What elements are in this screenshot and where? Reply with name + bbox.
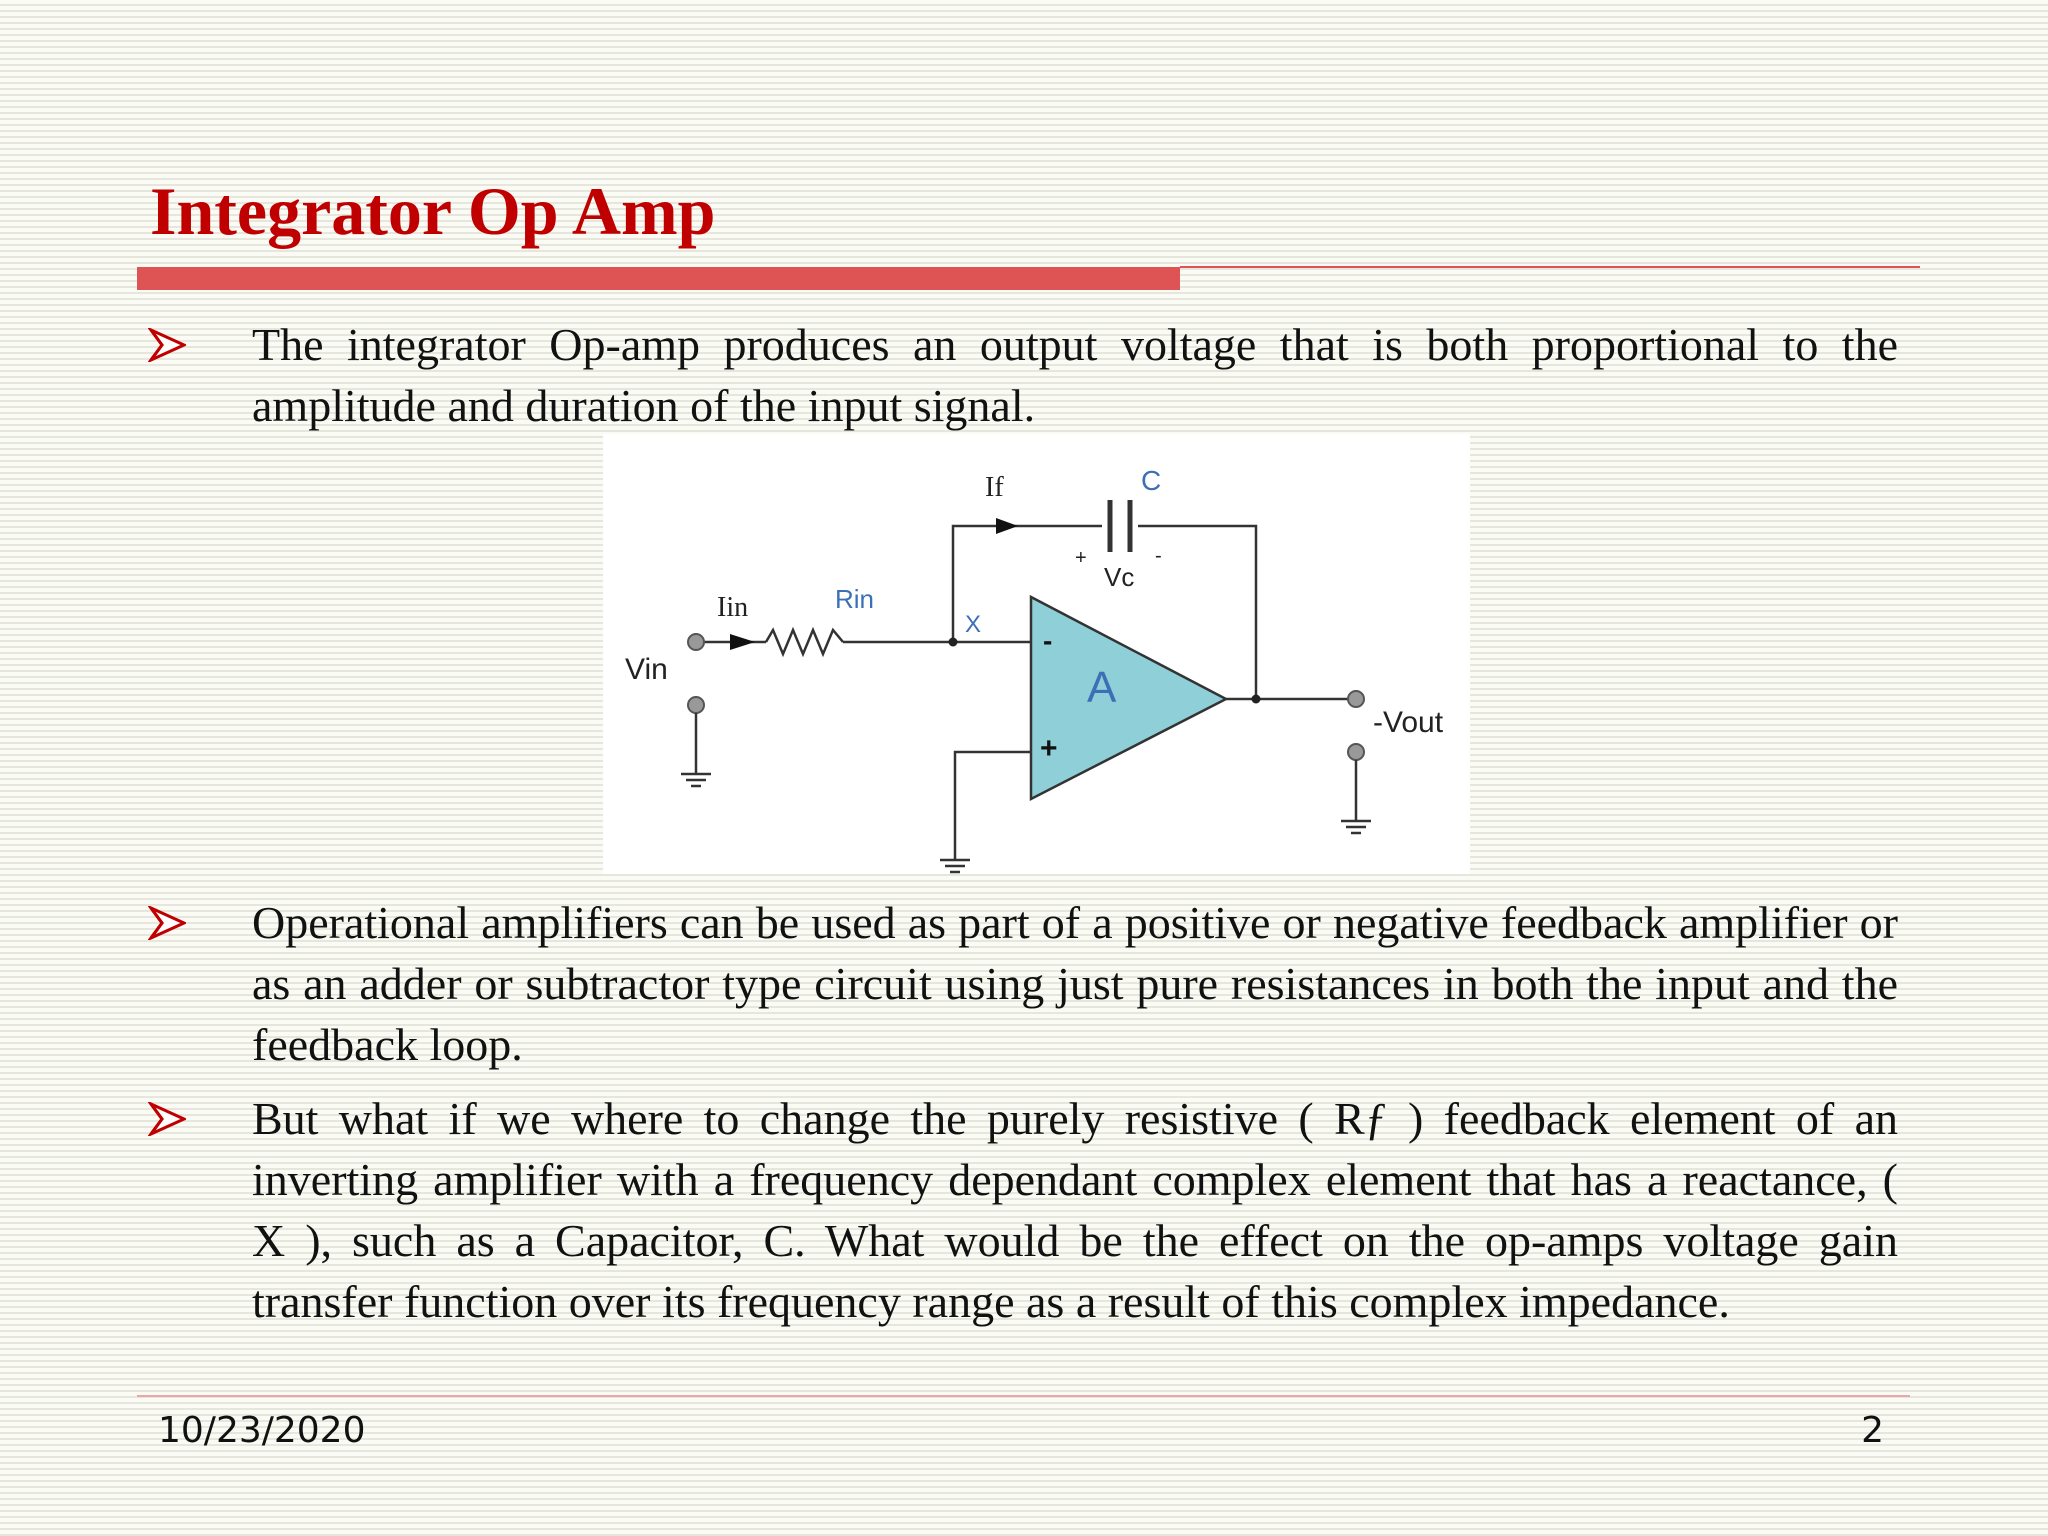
vc-minus-label: - bbox=[1155, 545, 1162, 567]
title-underline-rule bbox=[1180, 266, 1920, 268]
vout-ground-icon bbox=[1341, 760, 1371, 833]
vin-terminal-bottom bbox=[688, 697, 704, 713]
noninverting-input-label: + bbox=[1040, 732, 1058, 765]
iin-current-arrow bbox=[730, 634, 755, 650]
bullet-text: But what if we where to change the purely resistive ( Rƒ ) feedback element of an inverting amplifier with a frequency dependant complex element that has a reactance, ( X ), such as a Capacitor, C. What would be the effect on the op-amps voltage gain transfer function over its frequency range as a result of this complex impedance. bbox=[252, 1093, 1898, 1327]
footer-divider bbox=[137, 1395, 1910, 1397]
inverting-input-label: - bbox=[1043, 625, 1053, 656]
vout-terminal-top bbox=[1348, 691, 1364, 707]
bullet-item bbox=[148, 314, 1898, 436]
node-x-label: X bbox=[965, 611, 982, 638]
integrator-circuit-diagram bbox=[603, 434, 1470, 874]
vout-label: -Vout bbox=[1373, 706, 1444, 739]
capacitor-label: C bbox=[1141, 465, 1162, 496]
title-underline-bar bbox=[137, 267, 1180, 290]
bullet-text: The integrator Op-amp produces an output voltage that is both proportional to the amplitude and duration of the input signal. bbox=[252, 319, 1898, 431]
slide-title: Integrator Op Amp bbox=[150, 173, 716, 249]
capacitor-symbol bbox=[1110, 500, 1130, 552]
vin-label: Vin bbox=[625, 653, 668, 686]
noninv-ground-wiring bbox=[955, 752, 1031, 860]
vc-label: Vc bbox=[1104, 562, 1135, 592]
opamp-ground-icon bbox=[940, 860, 970, 872]
junction-x-dot bbox=[949, 638, 958, 647]
if-label: If bbox=[985, 472, 1004, 503]
arrow-bullet-icon bbox=[148, 892, 252, 1075]
opamp-label: A bbox=[1087, 663, 1117, 712]
vc-plus-label: + bbox=[1075, 547, 1087, 569]
arrow-bullet-icon bbox=[148, 1088, 252, 1332]
vout-terminal-bottom bbox=[1348, 744, 1364, 760]
if-current-arrow bbox=[996, 518, 1018, 534]
iin-label: Iin bbox=[717, 592, 749, 623]
vin-ground-icon bbox=[681, 713, 711, 786]
rin-label: Rin bbox=[835, 584, 875, 614]
output-junction-dot bbox=[1252, 695, 1261, 704]
page-number: 2 bbox=[1861, 1410, 1884, 1451]
bullet-item bbox=[148, 1088, 1898, 1332]
vin-terminal-top bbox=[688, 634, 704, 650]
arrow-bullet-icon bbox=[148, 314, 252, 436]
footer-date: 10/23/2020 bbox=[158, 1410, 366, 1451]
bullet-text: Operational amplifiers can be used as part of a positive or negative feedback amplifier or as an adder or subtractor type circuit using just pure resistances in both the input and the feedback loop. bbox=[252, 897, 1898, 1070]
bullet-item bbox=[148, 892, 1898, 1075]
opamp-triangle bbox=[1031, 597, 1226, 799]
